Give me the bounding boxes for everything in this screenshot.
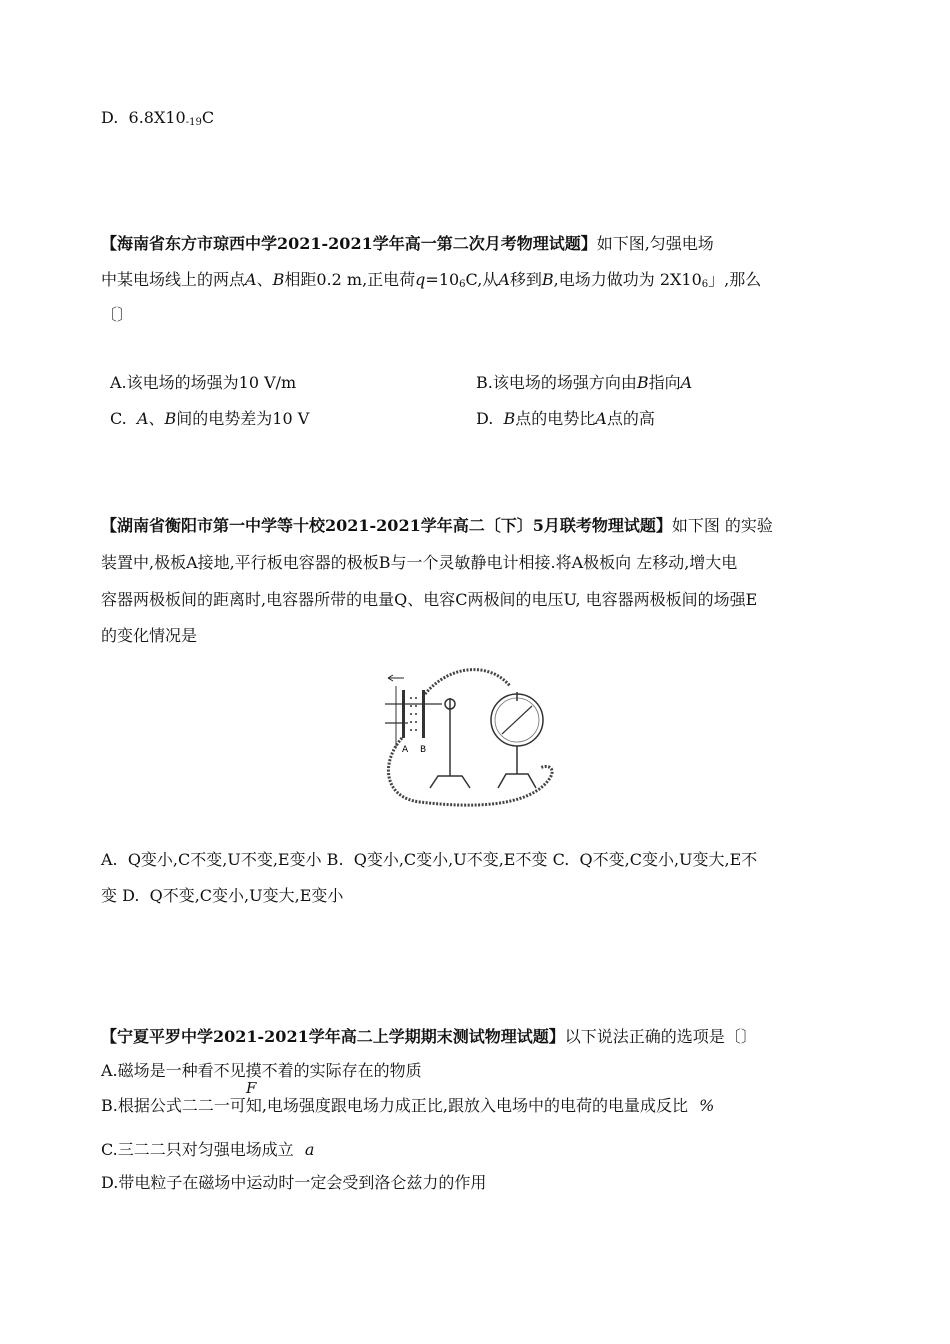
q2-stem-line3: 容器两极板间的距离时,电容器所带的电量Q、电容C两极间的电压U, 电容器两极板间的场强E xyxy=(101,590,758,609)
q3-option-b xyxy=(101,1096,714,1116)
q1-text: 」,那么 xyxy=(708,270,762,289)
q3-option-d: D.带电粒子在磁场中运动时一定会受到洛仑兹力的作用 xyxy=(101,1173,487,1192)
q1-text: 移到 xyxy=(509,270,542,289)
q1-point-a: A xyxy=(680,373,693,392)
coil-wire-bottom xyxy=(388,738,552,805)
q1-point-b: B xyxy=(503,409,516,428)
q3-formula-numerator: F xyxy=(246,1079,257,1097)
plate-b-label: B xyxy=(420,745,427,755)
q1-stem-line1 xyxy=(101,234,714,254)
q1-option-c-text: 、 xyxy=(148,409,165,428)
q3-option-c-text: C.三二二只对匀强电场成立 xyxy=(101,1140,294,1159)
q1-option-d xyxy=(476,409,655,429)
q1-point-a: A xyxy=(245,270,257,289)
q1-option-b-text: B.该电场的场强方向由 xyxy=(476,373,637,392)
q2-options-line1: A. Q变小,C不变,U不变,E变小 B. Q变小,C变小,U不变,E不变 C. Q不变,C变小,U变大,E不 xyxy=(101,850,758,869)
electrometer-needle xyxy=(502,706,532,734)
q1-exponent: 6 xyxy=(701,279,709,290)
q1-text: 、 xyxy=(256,270,273,289)
q1-point-b: B xyxy=(636,373,649,392)
q1-option-b xyxy=(476,373,692,393)
q2-stem-line2: 装置中,极板A接地,平行板电容器的极板B与一个灵敏静电计相接.将A极板向 左移动,增大电 xyxy=(101,553,738,572)
q0-option-d xyxy=(101,108,214,133)
q1-text: 相距0.2 m,正电荷 xyxy=(284,270,416,289)
q2-options-line2: 变 D. Q不变,C变小,U变大,E变小 xyxy=(101,886,344,905)
q3-option-c-mark: a xyxy=(304,1140,315,1159)
q1-option-d-text: 点的电势比 xyxy=(515,409,596,428)
q3-stem-tail: 以下说法正确的选项是〔〕 xyxy=(564,1027,757,1046)
q1-option-c-text: 间的电势差为10 V xyxy=(176,409,310,428)
q1-option-c xyxy=(110,409,309,429)
q1-stem-line2 xyxy=(101,270,761,295)
plate-a-label: A xyxy=(402,745,409,755)
q1-point-b: B xyxy=(272,270,285,289)
q1-source: 【海南省东方市琼西中学2021-2021学年高一第二次月考物理试题】 xyxy=(101,234,597,253)
q1-text: =10 xyxy=(425,270,460,289)
q3-option-a: A.磁场是一种看不见摸不着的实际存在的物质 xyxy=(101,1061,422,1080)
q1-point-b: B xyxy=(164,409,177,428)
q1-text: 中某电场线上的两点 xyxy=(101,270,246,289)
q2-source: 【湖南省衡阳市第一中学等十校2021-2021学年高二〔下〕5月联考物理试题】 xyxy=(101,516,672,535)
q2-stem-line1-tail: 如下图 的实验 xyxy=(671,516,773,535)
plate-b xyxy=(422,690,425,738)
q1-stem-line3: 〔〕 xyxy=(101,305,134,324)
q0-option-d-text: D. 6.8X10 xyxy=(101,108,186,127)
electrometer-base xyxy=(498,774,536,788)
stand-base xyxy=(430,776,470,788)
q1-option-c-text: C. xyxy=(110,409,137,428)
q1-option-a: A.该电场的场强为10 V/m xyxy=(110,373,297,392)
q1-text: C,从 xyxy=(465,270,499,289)
q1-charge-symbol: q xyxy=(415,270,426,289)
coil-wire-top xyxy=(425,670,510,694)
q1-option-d-text: 点的高 xyxy=(606,409,655,428)
q1-point-a: A xyxy=(136,409,149,428)
q3-option-b-text: B.根据公式二二一可知,电场强度跟电场力成正比,跟放入电场中的电荷的电量成反比 xyxy=(101,1096,689,1115)
q3-source: 【宁夏平罗中学2021-2021学年高二上学期期末测试物理试题】 xyxy=(101,1027,565,1046)
q0-option-d-exponent: -19 xyxy=(185,117,202,128)
q3-stem xyxy=(101,1027,757,1047)
plate-a xyxy=(402,690,405,738)
q1-point-a: A xyxy=(498,270,510,289)
q1-point-a: A xyxy=(595,409,607,428)
q2-stem-line4: 的变化情况是 xyxy=(101,626,198,645)
q1-option-b-text: 指向 xyxy=(648,373,681,392)
q2-stem-line1 xyxy=(101,516,773,536)
q1-text: ,电场力做功为 2X10 xyxy=(553,270,702,289)
q3-option-b-mark: % xyxy=(699,1096,715,1115)
q1-stem-line1-tail: 如下图,匀强电场 xyxy=(596,234,714,253)
charge-dots xyxy=(410,697,417,731)
capacitor-electrometer-figure xyxy=(380,668,570,818)
q1-exponent: 6 xyxy=(459,279,466,290)
q0-option-d-unit: C xyxy=(201,108,215,127)
q3-option-c xyxy=(101,1140,314,1160)
q1-point-b: B xyxy=(541,270,554,289)
q1-option-d-text: D. xyxy=(476,409,504,428)
